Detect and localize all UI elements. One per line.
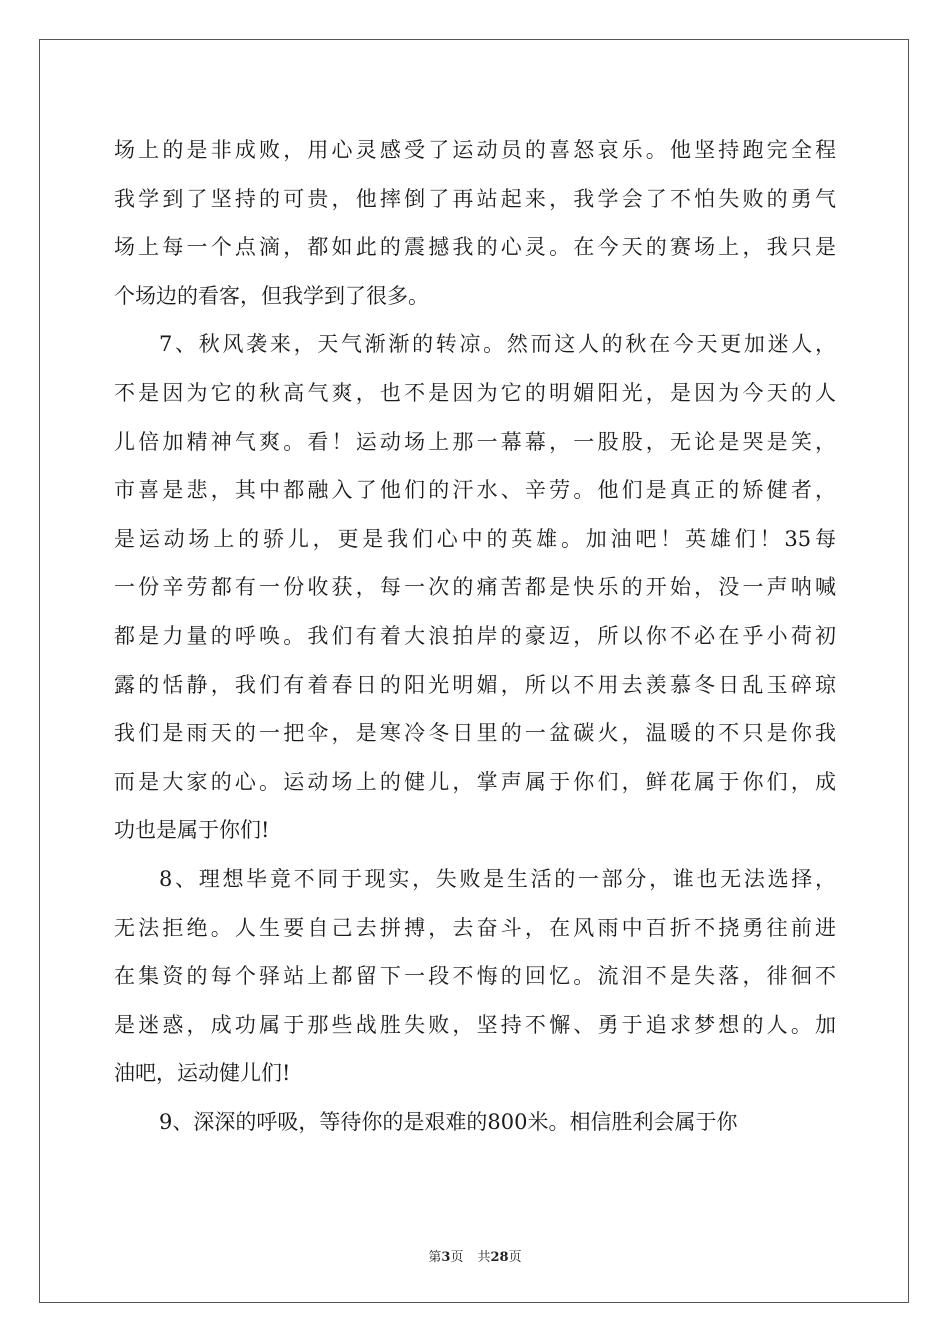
text-line: 8、理想毕竟不同于现实，失败是生活的一部分，谁也无法选择， [159, 866, 836, 891]
text-line: 我学到了坚持的可贵，他摔倒了再站起来，我学会了不怕失败的勇气 [114, 186, 836, 211]
text-line: 一份辛劳都有一份收获，每一次的痛苦都是快乐的开始，没一声呐喊 [114, 575, 836, 600]
text-line: 儿倍加精神气爽。看！运动场上那一幕幕，一股股，无论是哭是笑， [114, 429, 836, 454]
text-line: 都是力量的呼唤。我们有着大浪拍岸的豪迈，所以你不必在乎小荷初 [114, 623, 836, 648]
paragraph [114, 126, 836, 320]
text-line: 场上的是非成败，用心灵感受了运动员的喜怒哀乐。他坚持跑完全程 [114, 138, 836, 162]
text-line: 我们是雨天的一把伞，是寒冷冬日里的一盆碳火，温暖的不只是你我 [114, 721, 836, 746]
text-line: 个场边的看客，但我学到了很多。 [114, 283, 429, 308]
text-line: 9、深深的呼吸，等待你的是艰难的800米。相信胜利会属于你 [159, 1109, 738, 1134]
footer-page-prefix: 第 [428, 1250, 442, 1265]
text-line: 露的恬静，我们有着春日的阳光明媚，所以不用去羡慕冬日乱玉碎琼 [114, 672, 836, 697]
text-line: 在集资的每个驿站上都留下一段不悔的回忆。流泪不是失落，徘徊不 [114, 964, 836, 989]
text-line: 是迷惑，成功属于那些战胜失败，坚持不懈、勇于追求梦想的人。加 [114, 1012, 836, 1037]
footer-total-prefix: 共 [477, 1250, 491, 1265]
text-line: 市喜是悲，其中都融入了他们的汗水、辛劳。他们是真正的矫健者， [114, 478, 836, 503]
text-line: 无法拒绝。人生要自己去拼搏，去奋斗，在风雨中百折不挠勇往前进 [114, 915, 836, 940]
paragraph [114, 320, 836, 855]
text-line: 功也是属于你们! [114, 818, 270, 843]
paragraph [114, 855, 836, 1098]
text-line: 场上每一个点滴，都如此的震撼我的心灵。在今天的赛场上，我只是 [114, 235, 836, 260]
text-line: 油吧，运动健儿们! [114, 1061, 291, 1086]
footer-page-number: 3 [441, 1250, 451, 1265]
text-line: 7、秋风袭来，天气渐渐的转凉。然而这人的秋在今天更加迷人， [159, 332, 836, 357]
paragraph [114, 1098, 836, 1147]
text-line: 而是大家的心。运动场上的健儿，掌声属于你们，鲜花属于你们，成 [114, 769, 836, 794]
footer-total-pages: 28 [490, 1250, 509, 1265]
document-body [114, 126, 836, 1146]
footer-total-suffix: 页 [508, 1250, 522, 1265]
page-footer [0, 1246, 950, 1265]
text-line: 不是因为它的秋高气爽，也不是因为它的明媚阳光，是因为今天的人 [114, 380, 836, 405]
footer-page-suffix: 页 [450, 1250, 464, 1265]
text-line: 是运动场上的骄儿，更是我们心中的英雄。加油吧！英雄们！35每 [114, 526, 836, 551]
